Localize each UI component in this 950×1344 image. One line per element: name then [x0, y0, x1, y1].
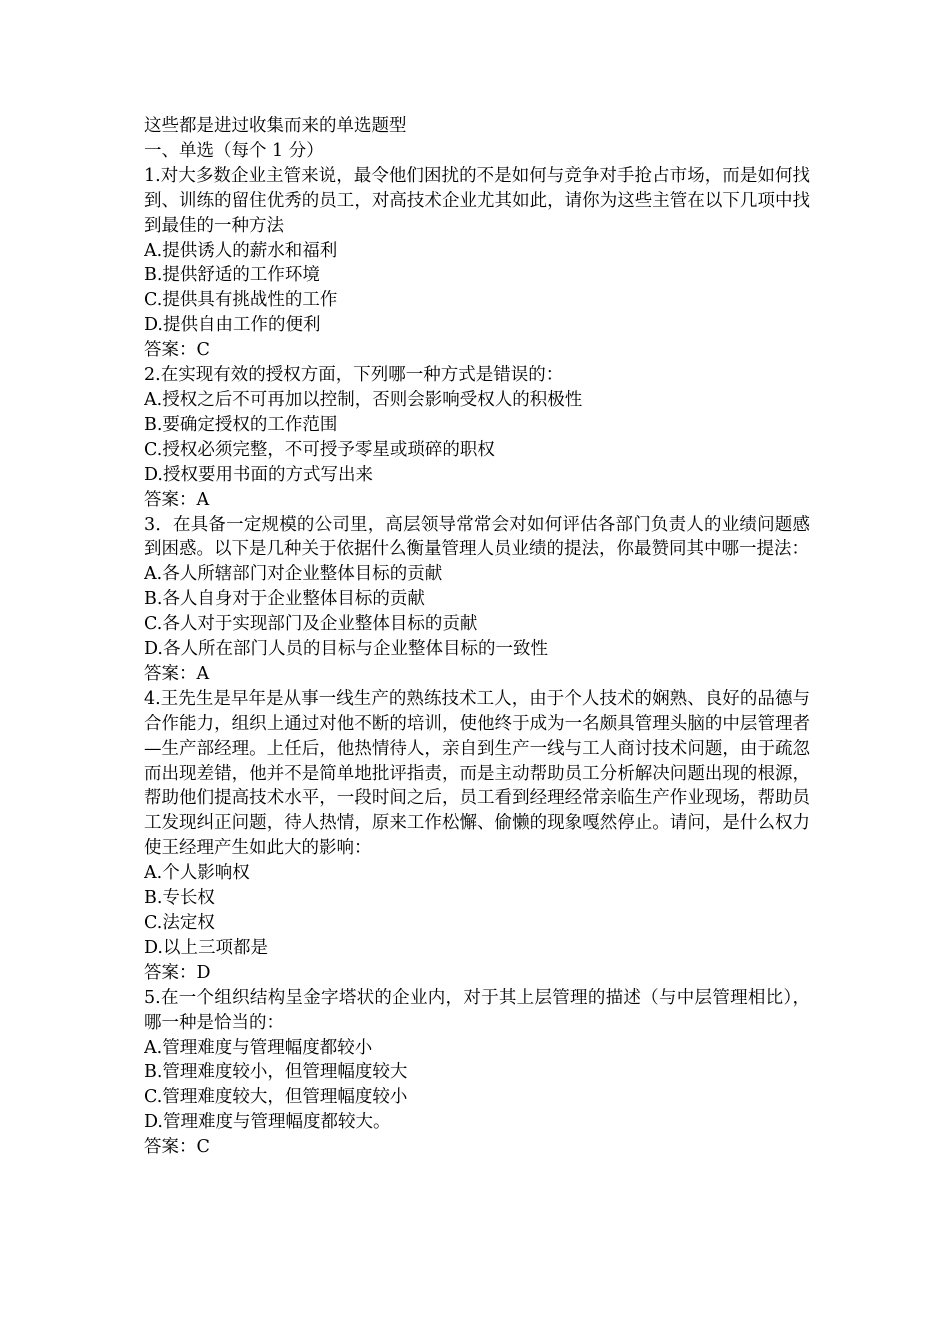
- option-d: D.各人所在部门人员的目标与企业整体目标的一致性: [144, 639, 548, 660]
- question-5: [144, 986, 810, 1160]
- option-a: A.各人所辖部门对企业整体目标的贡献: [144, 564, 443, 585]
- answer: 答案：C: [144, 1137, 210, 1158]
- question-stem: 3．在具备一定规模的公司里，高层领导常常会对如何评估各部门负责人的业绩问题感到困惑。以下是几种关于依据什么衡量管理人员业绩的提法，你最赞同其中哪一提法：: [144, 514, 810, 560]
- option-b: B.提供舒适的工作环境: [144, 265, 320, 286]
- section-title: 一、单选（每个 1 分）: [144, 140, 324, 161]
- option-b: B.要确定授权的工作范围: [144, 414, 338, 435]
- option-d: D.以上三项都是: [144, 937, 268, 958]
- answer: 答案：D: [144, 962, 211, 983]
- option-d: D.提供自由工作的便利: [144, 315, 321, 336]
- question-stem: 1.对大多数企业主管来说，最令他们困扰的不是如何与竞争对手抢占市场，而是如何找到、训练的留住优秀的员工，对高技术企业尤其如此，请你为这些主管在以下几项中找到最佳的一种方法: [144, 165, 810, 236]
- option-c: C.提供具有挑战性的工作: [144, 290, 338, 311]
- option-b: B.专长权: [144, 888, 215, 909]
- answer: 答案：A: [144, 489, 210, 510]
- question-4: [144, 687, 810, 986]
- question-stem: 5.在一个组织结构呈金字塔状的企业内，对于其上层管理的描述（与中层管理相比），哪一种是恰当的：: [144, 987, 810, 1033]
- option-a: A.提供诱人的薪水和福利: [144, 240, 338, 261]
- document-intro: 这些都是进过收集而来的单选题型: [144, 116, 407, 136]
- option-c: C.法定权: [144, 913, 215, 933]
- question-stem: 4.王先生是早年是从事一线生产的熟练技术工人，由于个人技术的娴熟、良好的品德与合作能力，组织上通过对他不断的培训，使他终于成为一名颇具管理头脑的中层管理者—生产部经理。上任后，他热情待人，亲自到生产一线与工人商讨技术问题，由于疏忽而出现差错，他并不是简单地批评指责，而是主动帮助员工分析解决问题出现的根源，帮助他们提高技术水平，一段时间之后，员工看到经理经常亲临生产作业现场，帮助员工发现纠正问题，待人热情，原来工作松懈、偷懒的现象嘎然停止。请问，是什么权力使王经理产生如此大的影响：: [144, 688, 810, 859]
- option-d: D.授权要用书面的方式写出来: [144, 464, 373, 485]
- option-c: C.各人对于实现部门及企业整体目标的贡献: [144, 614, 478, 635]
- question-2: [144, 363, 810, 512]
- option-c: C.管理难度较大，但管理幅度较小: [144, 1087, 408, 1108]
- question-stem: 2.在实现有效的授权方面，下列哪一种方式是错误的：: [144, 365, 564, 386]
- option-d: D.管理难度与管理幅度都较大。: [144, 1112, 391, 1133]
- option-a: A.个人影响权: [144, 863, 250, 884]
- document-page: [144, 114, 810, 1160]
- answer: 答案：C: [144, 340, 210, 361]
- option-c: C.授权必须完整，不可授予零星或琐碎的职权: [144, 439, 495, 460]
- option-b: B.管理难度较小，但管理幅度较大: [144, 1062, 408, 1083]
- option-b: B.各人自身对于企业整体目标的贡献: [144, 589, 425, 610]
- option-a: A.授权之后不可再加以控制，否则会影响受权人的积极性: [144, 389, 583, 410]
- question-1: [144, 164, 810, 363]
- option-a: A.管理难度与管理幅度都较小: [144, 1037, 373, 1058]
- answer: 答案：A: [144, 663, 210, 684]
- question-3: [144, 513, 810, 687]
